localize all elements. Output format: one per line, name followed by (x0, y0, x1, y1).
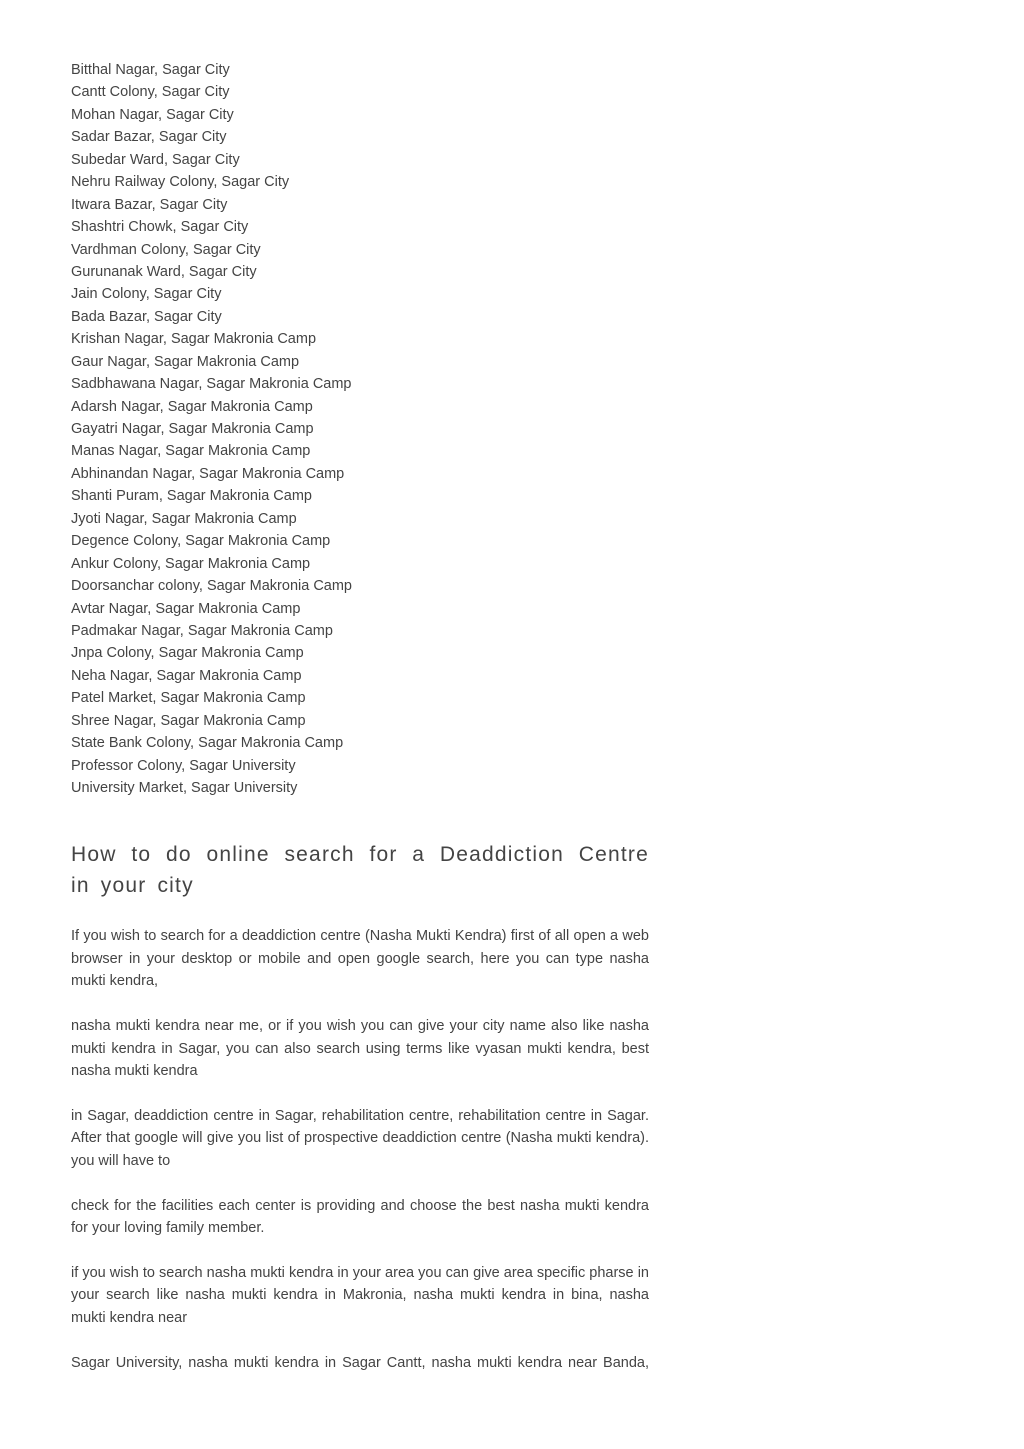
locality-item: Gurunanak Ward, Sagar City (71, 263, 257, 280)
locality-item: Shanti Puram, Sagar Makronia Camp (71, 488, 312, 505)
locality-item: Bitthal Nagar, Sagar City (71, 62, 230, 78)
locality-item: Degence Colony, Sagar Makronia Camp (71, 533, 331, 550)
locality-item: Abhinandan Nagar, Sagar Makronia Camp (71, 465, 345, 482)
locality-list (71, 59, 649, 799)
locality-item: Vardhman Colony, Sagar City (71, 241, 261, 258)
locality-item: Nehru Railway Colony, Sagar City (71, 174, 290, 191)
locality-item: Cantt Colony, Sagar City (71, 84, 230, 101)
locality-item: Neha Nagar, Sagar Makronia Camp (71, 667, 302, 684)
body-paragraph: if you wish to search nasha mukti kendra in your area you can give area specific pharse in your search like nasha mukti kendra in Makronia, nasha mukti kendra in bina, nasha mukti kendra near (71, 1264, 649, 1326)
locality-item: Ankur Colony, Sagar Makronia Camp (71, 555, 311, 572)
locality-item: Bada Bazar, Sagar City (71, 308, 222, 325)
locality-item: Avtar Nagar, Sagar Makronia Camp (71, 600, 301, 617)
body-paragraph: If you wish to search for a deaddiction centre (Nasha Mukti Kendra) first of all open a web browser in your desktop or mobile and open google search, here you can type nasha mukti kendra, (71, 928, 649, 990)
locality-item: Jyoti Nagar, Sagar Makronia Camp (71, 510, 297, 527)
locality-item: Shree Nagar, Sagar Makronia Camp (71, 712, 306, 729)
locality-item: State Bank Colony, Sagar Makronia Camp (71, 735, 344, 752)
locality-item: Padmakar Nagar, Sagar Makronia Camp (71, 622, 333, 639)
locality-item: Itwara Bazar, Sagar City (71, 196, 228, 213)
locality-item: Sadar Bazar, Sagar City (71, 129, 227, 146)
locality-item: Mohan Nagar, Sagar City (71, 106, 234, 123)
body-paragraph: in Sagar, deaddiction centre in Sagar, rehabilitation centre, rehabilitation centre in Sagar. After that google will give you list of prospective deaddiction centre (Nasha mukti kendra). you will have to (71, 1107, 649, 1169)
locality-item: Gaur Nagar, Sagar Makronia Camp (71, 353, 300, 370)
locality-item: Manas Nagar, Sagar Makronia Camp (71, 443, 311, 460)
locality-item: Jain Colony, Sagar City (71, 286, 222, 303)
document-page (71, 59, 649, 1374)
locality-item: Professor Colony, Sagar University (71, 757, 296, 774)
body-paragraph: Sagar University, nasha mukti kendra in Sagar Cantt, nasha mukti kendra near Banda, (71, 1354, 649, 1371)
locality-item: Subedar Ward, Sagar City (71, 151, 240, 168)
locality-item: Patel Market, Sagar Makronia Camp (71, 690, 306, 707)
locality-item: Doorsanchar colony, Sagar Makronia Camp (71, 578, 353, 595)
locality-item: Gayatri Nagar, Sagar Makronia Camp (71, 421, 314, 437)
locality-item: Krishan Nagar, Sagar Makronia Camp (71, 331, 317, 348)
locality-item: Jnpa Colony, Sagar Makronia Camp (71, 645, 304, 662)
locality-item: Adarsh Nagar, Sagar Makronia Camp (71, 398, 313, 415)
locality-item: Sadbhawana Nagar, Sagar Makronia Camp (71, 376, 352, 393)
section-heading: How to do online search for a Deaddiction Centre in your city (71, 843, 649, 898)
body-paragraph: nasha mukti kendra near me, or if you wish you can give your city name also like nasha mukti kendra in Sagar, you can also search using terms like vyasan mukti kendra, best nasha mukti kendra (71, 1018, 649, 1079)
body-paragraph: check for the facilities each center is providing and choose the best nasha mukti kendra for your loving family member. (71, 1197, 649, 1236)
locality-item: University Market, Sagar University (71, 780, 298, 796)
locality-item: Shashtri Chowk, Sagar City (71, 219, 249, 236)
